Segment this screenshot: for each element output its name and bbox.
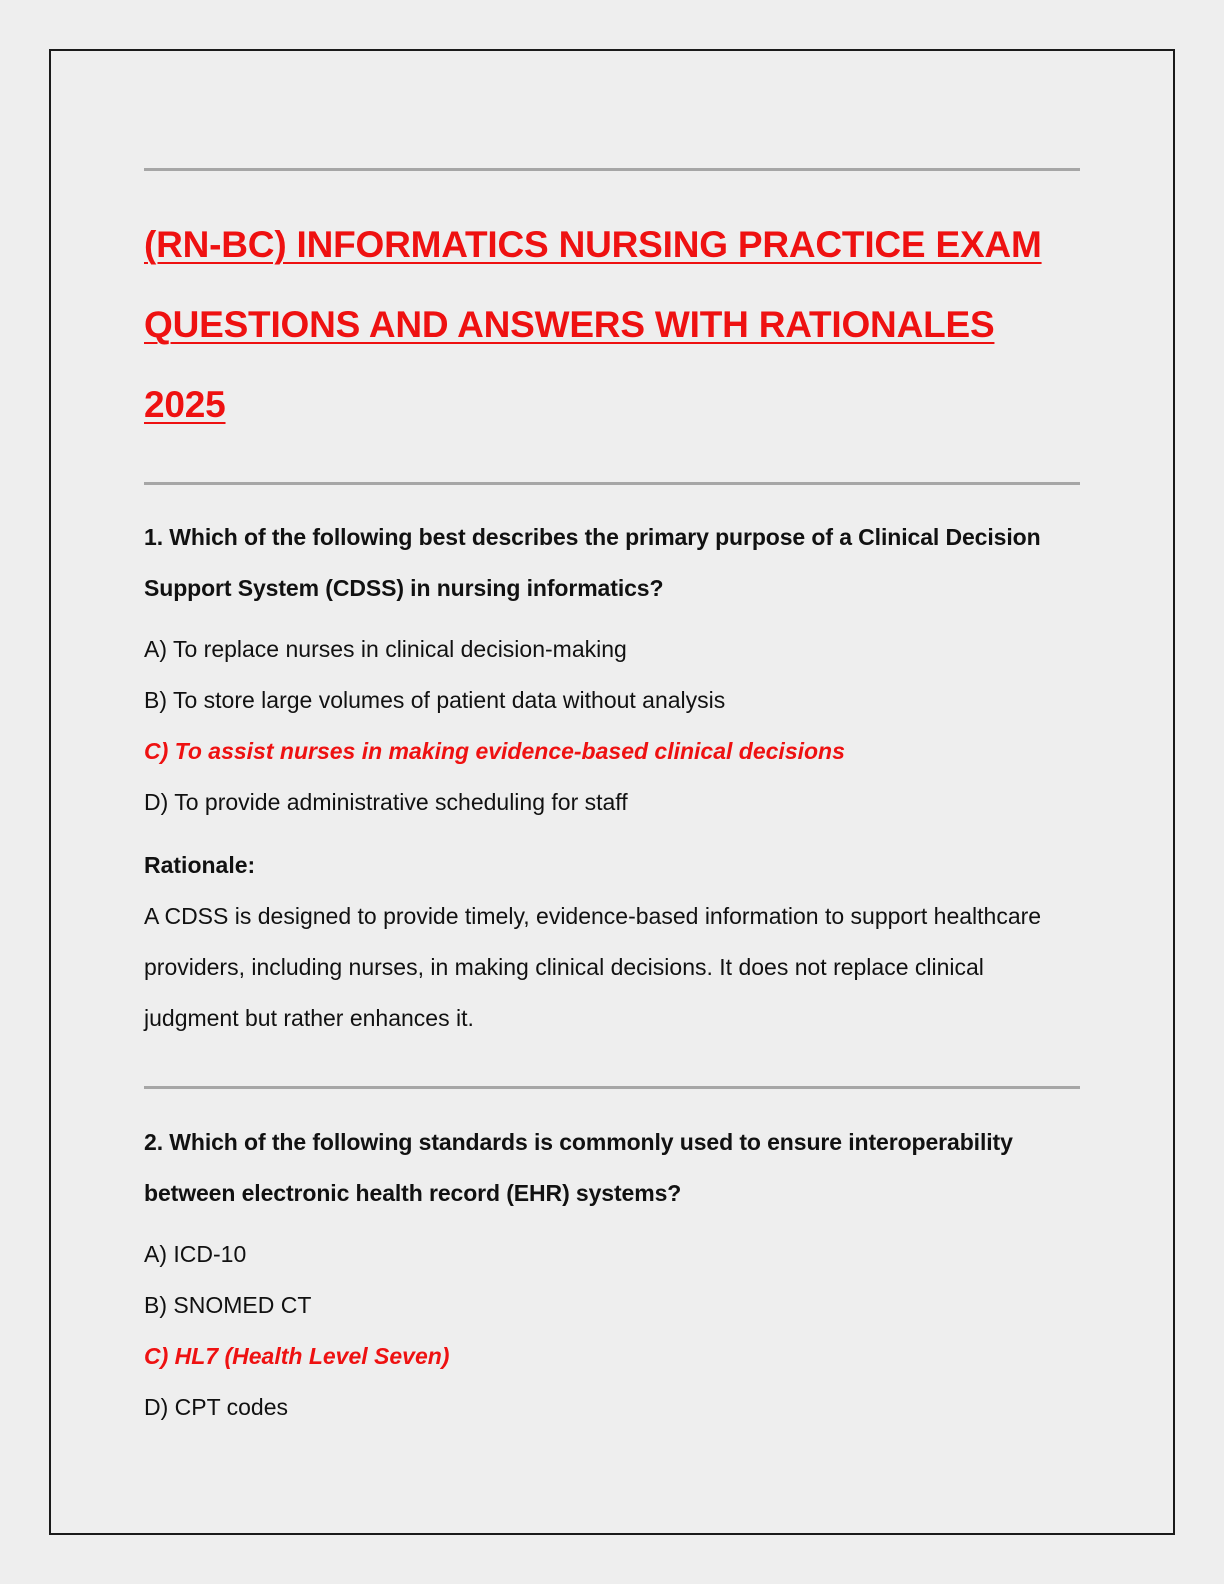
- question-1-option-c-correct: C) To assist nurses in making evidence-based clinical decisions: [144, 738, 845, 764]
- question-2-option-d: D) CPT codes: [144, 1394, 289, 1420]
- question-2-options: [144, 1229, 1080, 1433]
- divider-after-title: [144, 482, 1080, 485]
- question-2-option-c-correct: C) HL7 (Health Level Seven): [144, 1343, 450, 1369]
- divider-after-question-1: [144, 1086, 1080, 1089]
- question-1-option-a: A) To replace nurses in clinical decision-making: [144, 636, 627, 662]
- question-2: [144, 1117, 1080, 1433]
- divider-top: [144, 168, 1080, 171]
- document-title: (RN-BC) INFORMATICS NURSING PRACTICE EXAM QUESTIONS AND ANSWERS WITH RATIONALES 2025: [144, 224, 1042, 425]
- question-1-rationale-text: A CDSS is designed to provide timely, evidence-based information to support healthcare providers, including nurses, in making clinical decisions. It does not replace clinical judgment but rather enhances it.: [144, 903, 1042, 1031]
- question-1-text: 1. Which of the following best describes the primary purpose of a Clinical Decision Support System (CDSS) in nursing informatics?: [144, 524, 1041, 601]
- question-2-text: 2. Which of the following standards is commonly used to ensure interoperability between electronic health record (EHR) systems?: [144, 1129, 1013, 1206]
- question-1-option-d: D) To provide administrative scheduling for staff: [144, 789, 628, 815]
- question-2-option-a: A) ICD-10: [144, 1241, 247, 1267]
- question-1-options: [144, 624, 1080, 828]
- question-1: [144, 512, 1080, 1044]
- question-1-rationale-label: Rationale:: [144, 852, 256, 878]
- question-1-option-b: B) To store large volumes of patient data without analysis: [144, 687, 726, 713]
- question-2-option-b: B) SNOMED CT: [144, 1292, 312, 1318]
